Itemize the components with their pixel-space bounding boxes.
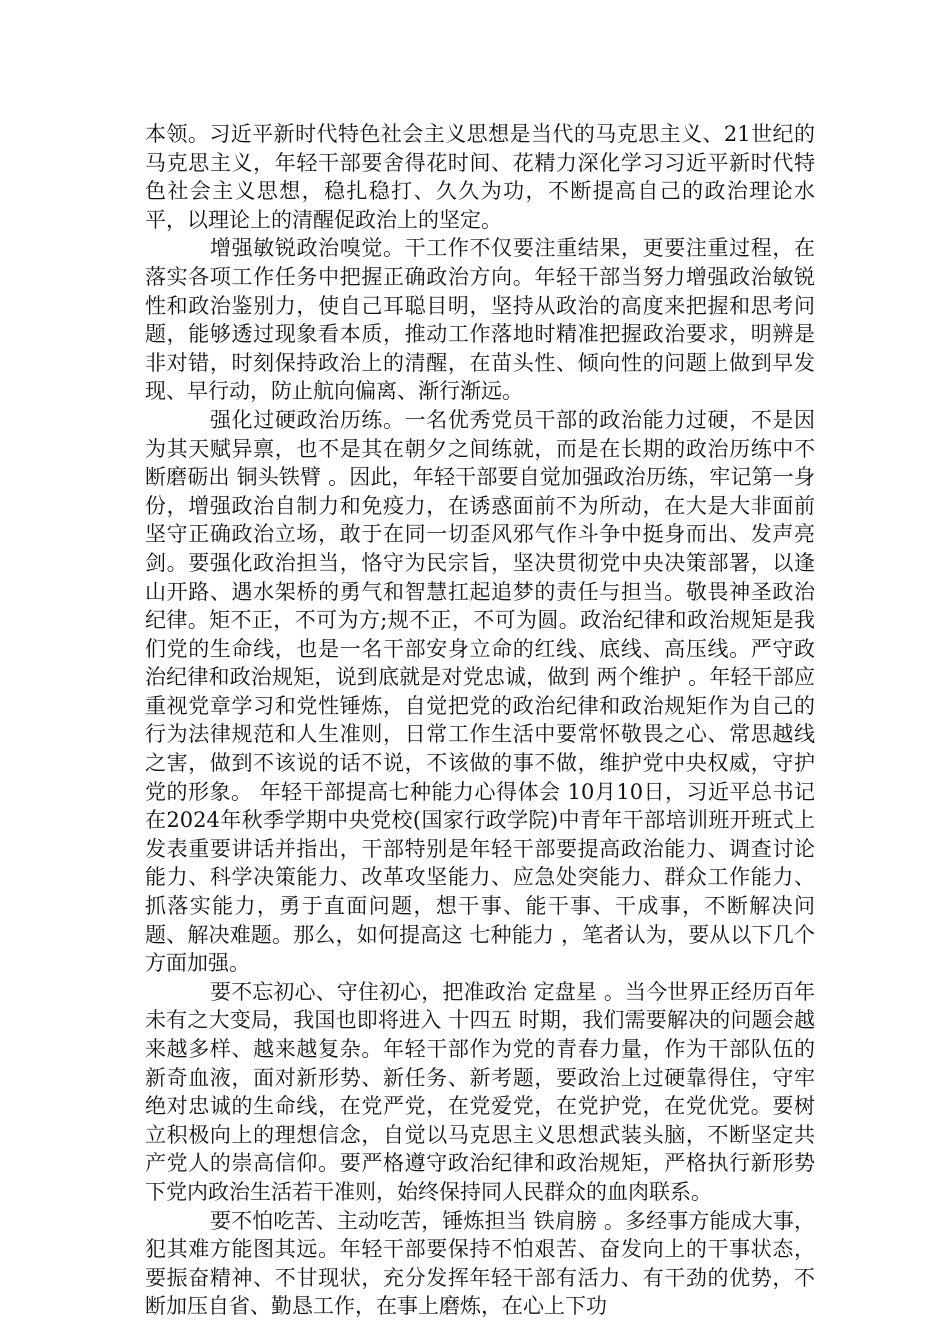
paragraph-intro: 本领。习近平新时代特色社会主义思想是当代的马克思主义、21世纪的马克思主义，年轻干部要舍得花时间、花精力深化学习习近平新时代特色社会主义思想，稳扎稳打、久久为功，不断提高自己的政治理论水平，以理论上的清醒促政治上的坚定。 bbox=[145, 122, 815, 232]
paragraph-political-training: 强化过硬政治历练。一名优秀党员干部的政治能力过硬，不是因为其天赋异禀，也不是其在朝夕之间练就，而是在长期的政治历练中不断磨砺出 铜头铁臂 。因此，年轻干部要自觉加强政治历练，牢记第一身份，增强政治自制力和免疫力，在诱惑面前不为所动，在大是大非面前坚守正确政治立场，敢于在同一切歪风邪气作斗争中挺身而出、发声亮剑。要强化政治担当，恪守为民宗旨，坚决贯彻党中央决策部署，以逢山开路、遇水架桥的勇气和智慧扛起追梦的责任与担当。敬畏神圣政治纪律。矩不正，不可为方;规不正，不可为圆。政治纪律和政治规矩是我们党的生命线，也是一名干部安身立命的红线、底线、高压线。严守政治纪律和政治规矩，说到底就是对党忠诚，做到 两个维护 。年轻干部应重视党章学习和党性锤炼，自觉把党的政治纪律和政治规矩作为自己的行为法律规范和人生准则，日常工作生活中要常怀敬畏之心、常思越线之害，做到不该说的话不说，不该做的事不做，维护党中央权威，守护党的形象。 年轻干部提高七种能力心得体会 10月10日，习近平总书记在2024年秋季学期中央党校(国家行政学院)中青年干部培训班开班式上发表重要讲话并指出，干部特别是年轻干部要提高政治能力、调查讨论能力、科学决策能力、改革攻坚能力、应急处突能力、群众工作能力、抓落实能力，勇于直面问题，想干事、能干事、干成事，不断解决问题、解决难题。那么，如何提高这 七种能力 ，笔者认为，要从以下几个方面加强。 bbox=[145, 407, 815, 976]
document-body bbox=[145, 120, 815, 1321]
paragraph-political-sense: 增强敏锐政治嗅觉。干工作不仅要注重结果，更要注重过程，在落实各项工作任务中把握正确政治方向。年轻干部当努力增强政治敏锐性和政治鉴别力，使自己耳聪目明，坚持从政治的高度来把握和思考问题，能够透过现象看本质，推动工作落地时精准把握政治要求，明辨是非对错，时刻保持政治上的清醒，在苗头性、倾向性的问题上做到早发现、早行动，防止航向偏离、渐行渐远。 bbox=[145, 236, 815, 404]
paragraph-hardship: 要不怕吃苦、主动吃苦，锤炼担当 铁肩膀 。多经事方能成大事，犯其难方能图其远。年轻干部要保持不怕艰苦、奋发向上的干事状态，要振奋精神、不甘现状，充分发挥年轻干部有活力、有干劲的优势，不断加压自省、勤恳工作，在事上磨炼，在心上下功 bbox=[145, 1208, 815, 1319]
paragraph-original-aspiration: 要不忘初心、守住初心，把准政治 定盘星 。当今世界正经历百年未有之大变局，我国也即将进入 十四五 时期，我们需要解决的问题会越来越多样、越来越复杂。年轻干部作为党的青春力量，作为干部队伍的新奇血液，面对新形势、新任务、新考题，要政治上过硬靠得住，守牢绝对忠诚的生命线，在党严党，在党爱党，在党护党，在党优党。要树立积极向上的理想信念，自觉以马克思主义思想武装头脑，不断坚定共产党人的崇高信仰。要严格遵守政治纪律和政治规矩，严格执行新形势下党内政治生活若干准则，始终保持同人民群众的血肉联系。 bbox=[145, 979, 815, 1204]
